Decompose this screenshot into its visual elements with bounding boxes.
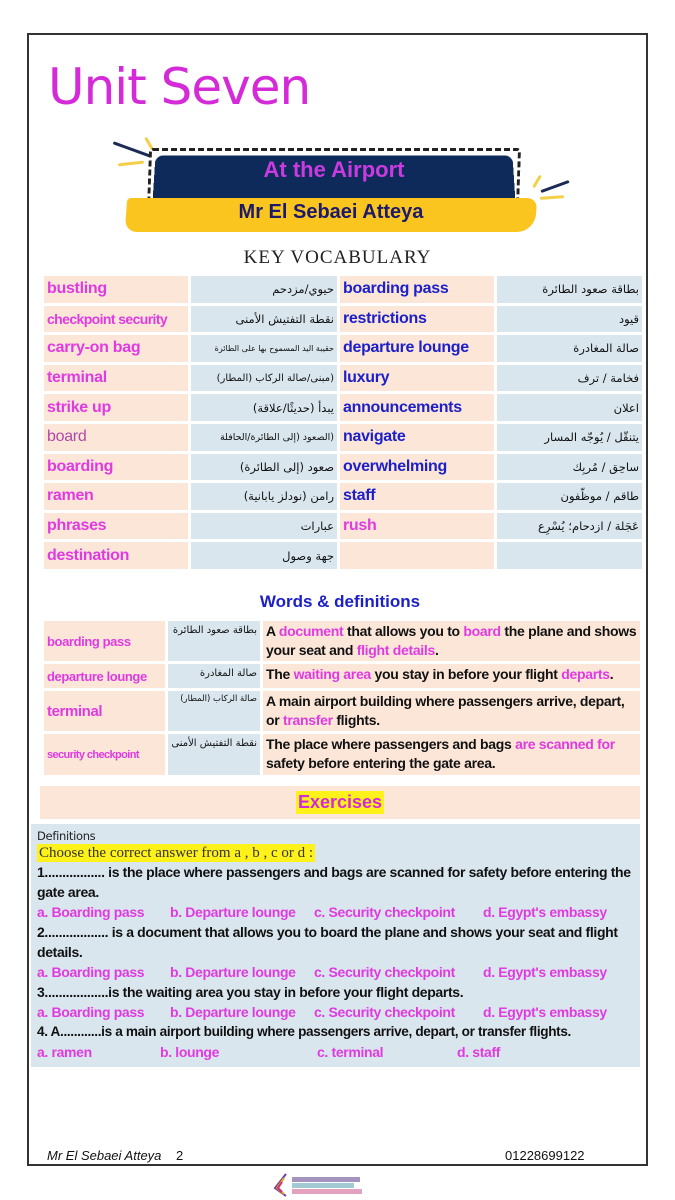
footer-author: Mr El Sebaei Atteya <box>47 1148 162 1163</box>
watermark <box>272 1170 422 1200</box>
option-b[interactable]: b. Departure lounge <box>170 1004 296 1020</box>
vocab-word: checkpoint security <box>44 306 188 333</box>
vocab-translation: فخامة / ترف <box>497 365 642 392</box>
exercises-instruction: Choose the correct answer from a , b , c or d : <box>39 845 314 861</box>
option-a[interactable]: a. Boarding pass <box>37 964 145 980</box>
option-b[interactable]: b. lounge <box>160 1044 220 1060</box>
vocab-word: overwhelming <box>340 454 494 481</box>
definition-fragment: that allows you to <box>343 623 464 639</box>
spark-icon <box>540 195 564 200</box>
option-d[interactable]: d. Egypt's embassy <box>483 904 607 920</box>
definition-row <box>44 664 640 688</box>
vocab-translation: صالة المغادرة <box>497 335 642 362</box>
highlighted-phrase: are scanned for <box>515 736 615 752</box>
option-b[interactable]: b. Departure lounge <box>170 964 296 980</box>
vocab-translation: (مبنى/صالة الركاب (المطار) <box>191 365 337 392</box>
vocab-translation: نقطة التفتيش الأمنى <box>191 306 337 333</box>
highlighted-phrase: flight details <box>356 642 435 658</box>
vocab-word: carry-on bag <box>44 335 188 362</box>
vocab-translation: بطاقة صعود الطائرة <box>497 276 642 303</box>
vocab-word: boarding <box>44 454 188 481</box>
vocab-translation: رامن (نودلز يابانية) <box>191 483 337 510</box>
exercises-box <box>31 824 640 1067</box>
highlighted-phrase: document <box>278 623 344 639</box>
vocab-translation: عَجَلة / ازدحام؛ يُسْرِع <box>497 513 642 540</box>
definition-translation: صالة المغادرة <box>168 664 260 688</box>
option-d[interactable]: d. Egypt's embassy <box>483 964 607 980</box>
question-4: 4. A............is a main airport building where passengers arrive, depart, or transfer flights. <box>37 1024 571 1039</box>
watermark-lines <box>292 1177 362 1194</box>
question-3: 3..................is the waiting area you stay in before your flight departs. <box>37 984 464 1000</box>
title-banner <box>120 140 580 240</box>
vocab-word: destination <box>44 542 188 569</box>
footer-phone: 01228699122 <box>505 1148 585 1163</box>
vocab-word: announcements <box>340 394 494 421</box>
footer-page-number: 2 <box>176 1148 184 1163</box>
question-4-options <box>37 1042 634 1062</box>
highlighted-phrase: waiting area <box>293 666 371 682</box>
vocab-translation: طاقم / موظّفون <box>497 483 642 510</box>
definition-fragment: you stay in before your flight <box>370 666 562 682</box>
definition-text <box>263 621 640 661</box>
vocab-word: strike up <box>44 394 188 421</box>
highlighted-phrase: departs <box>561 666 610 682</box>
definition-fragment: flights. <box>332 712 380 728</box>
key-vocabulary-heading: KEY VOCABULARY <box>243 247 432 268</box>
option-c[interactable]: c. terminal <box>317 1044 384 1060</box>
vocab-translation: يبدأ (حديثًا/علاقة) <box>191 394 337 421</box>
vocab-translation: حيوي/مزدحم <box>191 276 337 303</box>
definition-fragment: The <box>266 666 294 682</box>
definition-fragment: . <box>434 642 439 658</box>
vocab-word: restrictions <box>340 306 494 333</box>
question-1: 1................. is the place where passengers and bags are scanned for safety before entering the gate area. <box>37 864 631 900</box>
banner-title: At the Airport <box>263 157 405 182</box>
vocab-translation: يتنقّل / يُوجّه المسار <box>497 424 642 451</box>
book-logo-icon <box>272 1172 288 1198</box>
definition-row <box>44 734 640 775</box>
spark-icon <box>532 175 542 189</box>
definition-translation: نقطة التفتيش الأمنى <box>168 734 260 775</box>
vocab-word: bustling <box>44 276 188 303</box>
vocab-translation: جهة وصول <box>191 542 337 569</box>
vocab-word: luxury <box>340 365 494 392</box>
vocab-word: departure lounge <box>340 335 494 362</box>
vocab-word-empty <box>340 542 494 569</box>
option-c[interactable]: c. Security checkpoint <box>314 1004 455 1020</box>
definition-fragment: the plane and shows your seat and <box>266 623 637 658</box>
highlighted-phrase: board <box>463 623 501 639</box>
definition-word: departure lounge <box>44 664 165 688</box>
exercises-subtitle: Definitions <box>37 829 96 843</box>
vocab-translation: صعود (إلى الطائرة) <box>191 454 337 481</box>
vocab-word: phrases <box>44 513 188 540</box>
question-1-options <box>37 902 634 922</box>
unit-title: Unit Seven <box>48 58 311 116</box>
vocab-word: staff <box>340 483 494 510</box>
vocab-translation: ساحِق / مُربِك <box>497 454 642 481</box>
definition-text <box>263 691 640 731</box>
question-2-options <box>37 962 634 982</box>
definition-row <box>44 621 640 661</box>
definition-fragment: safety before entering the gate area. <box>266 755 496 771</box>
definition-fragment: The place where passengers and bags <box>266 736 516 752</box>
definition-fragment: . <box>609 666 614 682</box>
definition-translation: صالة الركاب (المطار) <box>168 691 260 731</box>
question-2: 2.................. is a document that allows you to board the plane and shows your seat and flight details. <box>37 924 618 960</box>
banner-author: Mr El Sebaei Atteya <box>238 201 424 223</box>
vocab-word: rush <box>340 513 494 540</box>
option-c[interactable]: c. Security checkpoint <box>314 964 455 980</box>
definition-fragment: A <box>266 623 279 639</box>
vocab-word: board <box>44 424 188 451</box>
vocab-translation: قيود <box>497 306 642 333</box>
vocab-word: terminal <box>44 365 188 392</box>
definition-word: terminal <box>44 691 165 731</box>
definition-translation: بطاقة صعود الطائرة <box>168 621 260 661</box>
definition-text <box>263 664 640 688</box>
definition-text <box>263 734 640 775</box>
vocab-word: navigate <box>340 424 494 451</box>
option-c[interactable]: c. Security checkpoint <box>314 904 455 920</box>
spark-icon <box>118 161 144 167</box>
definition-fragment: A main airport building where passengers arrive, depart, or <box>266 693 625 728</box>
vocab-word: boarding pass <box>340 276 494 303</box>
option-a[interactable]: a. ramen <box>37 1044 92 1060</box>
option-a[interactable]: a. Boarding pass <box>37 1004 145 1020</box>
option-d[interactable]: d. Egypt's embassy <box>483 1004 607 1020</box>
spark-icon <box>540 180 569 193</box>
option-b[interactable]: b. Departure lounge <box>170 904 296 920</box>
vocab-translation: عبارات <box>191 513 337 540</box>
definition-word: boarding pass <box>44 621 165 661</box>
exercises-bar <box>40 786 640 819</box>
definitions-table <box>44 621 640 778</box>
definition-word: security checkpoint <box>44 734 165 775</box>
vocab-word: ramen <box>44 483 188 510</box>
vocab-translation: اعلان <box>497 394 642 421</box>
vocab-translation: حقيبة اليد المسموح بها على الطائرة <box>191 335 337 362</box>
vocabulary-table <box>44 276 641 569</box>
definitions-heading: Words & definitions <box>259 592 421 611</box>
option-d[interactable]: d. staff <box>457 1044 501 1060</box>
exercises-heading: Exercises <box>297 792 383 812</box>
option-a[interactable]: a. Boarding pass <box>37 904 145 920</box>
question-3-options <box>37 1002 634 1022</box>
vocab-translation-empty <box>497 542 642 569</box>
definition-row <box>44 691 640 731</box>
vocab-translation: (الصعود (إلى الطائرة/الحافلة <box>191 424 337 451</box>
highlighted-phrase: transfer <box>283 712 333 728</box>
